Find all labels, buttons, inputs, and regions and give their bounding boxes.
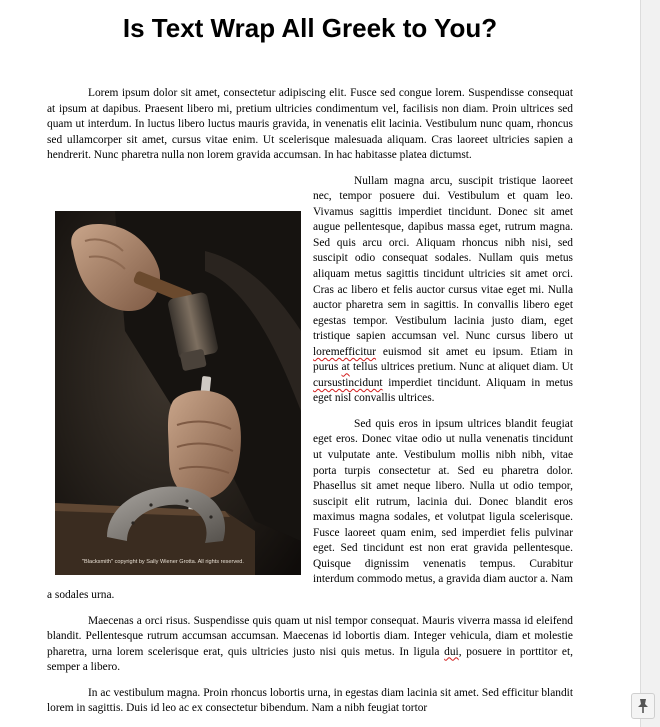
blacksmith-illustration xyxy=(55,211,301,575)
paragraph-2-text-c: tellus ultrices pretium. Nunc at aliquet diam. Ut xyxy=(353,361,573,374)
photo-caption: "Blacksmith" copyright by Sally Wiener Grotta. All rights reserved. xyxy=(82,559,244,566)
misspelled-word[interactable]: at xyxy=(341,361,350,374)
paragraph-1-text: Lorem ipsum dolor sit amet, consectetur adipiscing elit. Fusce sed congue lorem. Suspendisse consequat at ipsum at dapibus. Praesent libero mi, pretium ultricies condimentum vel, facilisis non diam. Proin ultrices sed quam ut interdum. In luctus libero luctus mauris gravida, in venenatis elit lacinia. Vestibulum nunc quam, rhoncus sed ullamcorper sit amet, cursus vitae enim. Ut scelerisque malesuada aliquam. Cras laoreet ultricies sapien a hendrerit. Nunc pharetra nulla non lorem gravida accumsan. In hac habitasse platea dictumst. xyxy=(47,87,573,162)
paragraph-2-text-d: imperdiet tincidunt. Aliquam in metus eget nisl convallis ultrices. xyxy=(313,376,573,405)
paragraph-5 xyxy=(47,686,573,717)
paragraph-2-text-a: Nullam magna arcu, suscipit tristique laoreet nec, tempor posuere dui. Vestibulum et quam leo. Vivamus sagittis imperdiet tincidunt. Donec sit amet augue pellentesque, dapibus massa eget, rutrum magna. Sed quis arcu orci. Aliquam rhoncus nibh nisi, sed suscipit odio consequat sodales. Nullam quis metus aliquam metus sagittis tincidunt ultricies sit amet orci. Cras ac libero et felis auctor cursus vitae eget mi. Nulla auctor pharetra sem in sagittis. In convallis libero eget egestas tempor. Vestibulum lacinia justo diam, eget tristique sapien accumsan vel. Nunc cursus libero ut xyxy=(313,174,573,343)
document-title: Is Text Wrap All Greek to You? xyxy=(122,13,498,43)
paragraph-4-text-a: Maecenas a orci risus. Suspendisse quis quam ut nisl tempor consequat. Mauris viverra massa id eleifend blandit. Pellentesque rutrum accumsan accumsan. Maecenas id lobortis diam. Integer vehicula, diam et molestie pharetra, urna lorem scelerisque erat, quis ultricies justo nisi quis metus. In ligula xyxy=(47,614,573,658)
paragraph-3-text: Sed quis eros in ipsum ultrices blandit feugiat eget eros. Donec vitae odio ut nulla venenatis tincidunt ut vulputate ante. Vestibulum mollis nibh nibh, vitae porta turpis consectetur at. Sed eu pharetra dolor. Phasellus sit amet neque libero. Nulla ut odio tempor, suscipit elit rutrum, lacinia dui. Donec blandit eros maximus magna sodales, et volutpat ligula scelerisque. Fusce laoreet quam enim, sed imperdiet felis pulvinar eget. Sed tincidunt est non erat gravida pellentesque. Quisque dignissim venenatis tempus. Curabitur interdum commodo metus, a gravida diam auctor a. Nam a sodales urna. xyxy=(47,417,574,601)
misspelled-word[interactable]: cursustincidunt xyxy=(313,376,383,389)
blacksmith-photo[interactable] xyxy=(55,211,301,575)
vertical-scrollbar[interactable] xyxy=(640,0,660,727)
corner-action-button[interactable] xyxy=(631,693,655,719)
misspelled-word[interactable]: loremefficitur xyxy=(313,345,377,358)
paragraph-5-text: In ac vestibulum magna. Proin rhoncus lobortis urna, in egestas diam lacinia sit amet. Sed efficitur blandit lorem in sagittis. Duis id leo ac ex consectetur bibendum. Nam a nibh feugiat tortor xyxy=(47,686,573,715)
pin-icon xyxy=(636,698,650,714)
paragraph-2-text-b: euismod sit amet eu ipsum. Etiam in purus xyxy=(313,345,573,374)
misspelled-word[interactable]: dui xyxy=(444,645,459,658)
document-body[interactable] xyxy=(47,86,573,727)
paragraph-1 xyxy=(47,86,573,164)
paragraph-4-text-b: , posuere in porttitor et, semper a libero. xyxy=(47,645,573,674)
paragraph-4 xyxy=(47,614,573,676)
